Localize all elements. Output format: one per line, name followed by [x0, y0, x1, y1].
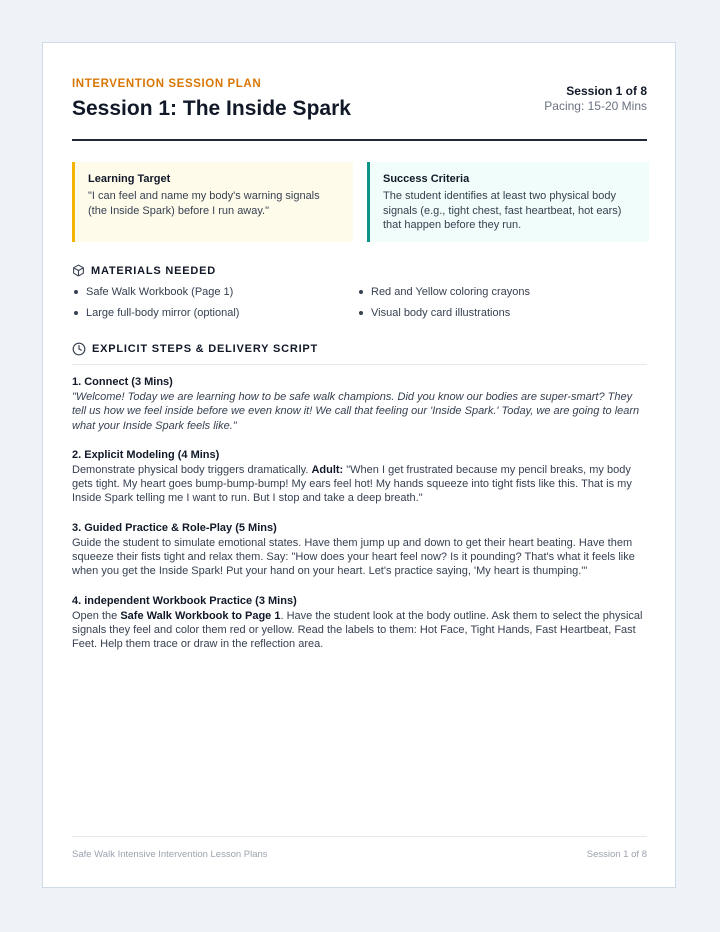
session-number: Session 1 of 8: [566, 84, 647, 98]
success-criteria-heading: Success Criteria: [383, 173, 470, 185]
step-text: [72, 609, 647, 652]
lesson-plan-page: [42, 42, 676, 888]
step-title: 1. Connect (3 Mins): [72, 376, 173, 388]
document-kicker: INTERVENTION SESSION PLAN: [72, 78, 262, 90]
success-criteria-text: The student identifies at least two physical body signals (e.g., tight chest, fast heartbeat, hot ears) that happen before they run.: [383, 190, 622, 231]
footer-page-number: Session 1 of 8: [586, 849, 647, 860]
step-title: 4. independent Workbook Practice (3 Mins): [72, 594, 297, 607]
step-workbook-practice: [72, 594, 647, 652]
header-divider: [72, 139, 647, 141]
step-text-part: Demonstrate physical body triggers dramatically.: [72, 463, 312, 476]
materials-list-right: [357, 285, 530, 327]
steps-body: [72, 375, 647, 667]
learning-target-heading: Learning Target: [88, 173, 171, 185]
step-explicit-modeling: [72, 448, 647, 506]
materials-heading: [72, 264, 647, 277]
step-text-bold: Adult:: [311, 463, 344, 476]
step-connect: [72, 375, 647, 433]
page-title: Session 1: The Inside Spark: [72, 97, 351, 120]
step-guided-practice: [72, 521, 647, 579]
list-item: Visual body card illustrations: [357, 306, 530, 327]
pacing: Pacing: 15-20 Mins: [544, 99, 647, 113]
steps-heading-label: EXPLICIT STEPS & DELIVERY SCRIPT: [92, 343, 319, 355]
step-text-part: "When I get frustrated because my pencil breaks, my body gets tight. My heart goes bump-bump-bump! My ears feel hot! My hands squeeze into tight fists like this. That is my Inside Spark telling me I want to run. But I stop and take a deep breath.": [72, 463, 632, 505]
success-criteria-card: [367, 162, 649, 242]
step-text-part: Open the: [72, 609, 121, 622]
step-text: [72, 463, 647, 506]
clock-icon: [72, 342, 86, 356]
box-icon: [72, 264, 85, 277]
step-title: 2. Explicit Modeling (4 Mins): [72, 448, 220, 461]
page-footer: [72, 836, 647, 860]
list-item: Red and Yellow coloring crayons: [357, 285, 530, 306]
step-text: Guide the student to simulate emotional states. Have them jump up and down to get their heart beating. Have them squeeze their fists tight and relax them. Say: "How does your heart feel now? Is it pounding? That's what it feels like when you get the Inside Spark! Put your hand on your heart. Let's practice saying, 'My heart is thumping.'": [72, 536, 635, 578]
materials-list-left: [72, 285, 239, 327]
list-item: Safe Walk Workbook (Page 1): [72, 285, 239, 306]
footer-title: Safe Walk Intensive Intervention Lesson Plans: [72, 849, 268, 860]
step-text-part: . Have the student look at the body outline. Ask them to select the physical signals they feel and color them red or yellow. Read the labels to them: Hot Face, Tight Hands, Fast Heartbeat, Fast Feet. Help them trace or draw in the reflection area.: [72, 609, 643, 651]
materials-heading-label: MATERIALS NEEDED: [91, 264, 217, 277]
learning-target-card: [72, 162, 353, 242]
step-text: "Welcome! Today we are learning how to be safe walk champions. Did you know our bodies are super-smart? They tell us how we feel inside before we even know it! We call that feeling our 'Inside Spark.' Today, we are going to learn what your Inside Spark feels like.": [72, 391, 640, 432]
steps-heading: [72, 342, 647, 365]
step-title: 3. Guided Practice & Role-Play (5 Mins): [72, 521, 277, 534]
step-text-bold: Safe Walk Workbook to Page 1: [120, 609, 281, 622]
learning-target-text: "I can feel and name my body's warning signals (the Inside Spark) before I run away.": [88, 190, 320, 217]
list-item: Large full-body mirror (optional): [72, 306, 239, 327]
